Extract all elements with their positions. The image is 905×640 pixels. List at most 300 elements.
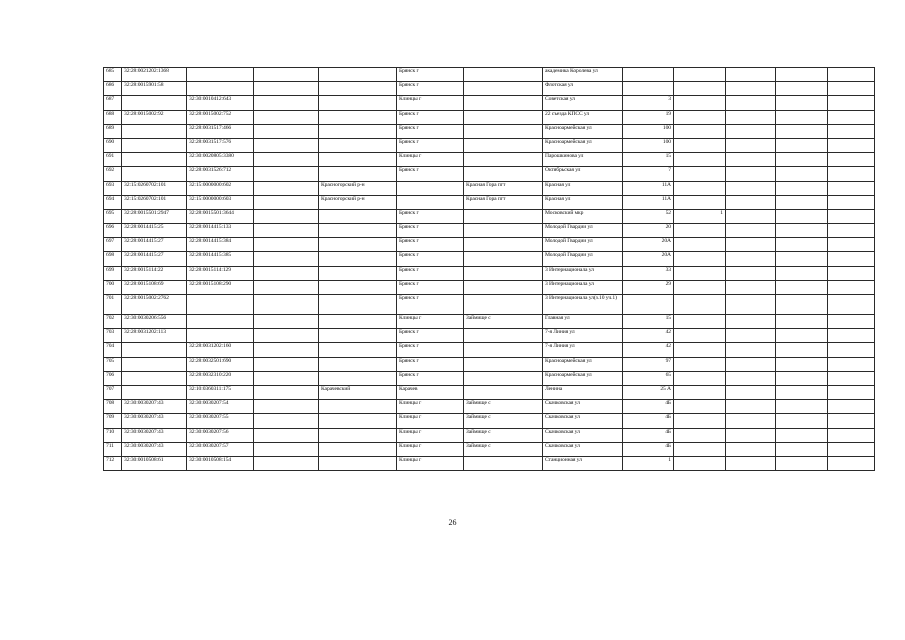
extra-cell-1 [674, 138, 726, 152]
building-cadastral-number-cell: 32:28:0032310:220 [187, 371, 254, 385]
building-cadastral-number-cell: 32:30:0030207:54 [187, 400, 254, 414]
table-row [104, 238, 875, 252]
region-cell [254, 209, 319, 223]
building-cadastral-number-cell: 32:28:0015108:290 [187, 280, 254, 294]
house-number-cell: 15 [623, 153, 674, 167]
table-row [104, 343, 875, 357]
extra-cell-2 [726, 138, 776, 152]
table-row [104, 442, 875, 456]
settlement-cell [464, 110, 543, 124]
page-number: 26 [448, 518, 457, 527]
building-cadastral-number-cell: 32:10:0360311:175 [187, 385, 254, 399]
cadastral-number-cell: 32:30:0010508:61 [122, 456, 187, 470]
table-row [104, 357, 875, 371]
cadastral-number-cell: 32:30:0030206:556 [122, 315, 187, 329]
house-number-cell: 20 [623, 224, 674, 238]
building-cadastral-number-cell: 32:30:0030207:55 [187, 414, 254, 428]
district-cell [319, 456, 397, 470]
extra-cell-1: 1 [674, 209, 726, 223]
region-cell [254, 414, 319, 428]
street-cell: Советская ул [543, 96, 623, 110]
extra-cell-4 [828, 96, 875, 110]
extra-cell-1 [674, 68, 726, 82]
extra-cell-2 [726, 195, 776, 209]
region-cell [254, 428, 319, 442]
street-cell: Красноармейская ул [543, 138, 623, 152]
row-number-cell: 700 [104, 280, 122, 294]
settlement-cell: Займище с [464, 315, 543, 329]
extra-cell-2 [726, 238, 776, 252]
street-cell: Скачковская ул [543, 428, 623, 442]
house-number-cell: 19 [623, 110, 674, 124]
region-cell [254, 371, 319, 385]
extra-cell-2 [726, 266, 776, 280]
row-number-cell: 695 [104, 209, 122, 223]
settlement-cell [464, 329, 543, 343]
row-number-cell: 698 [104, 252, 122, 266]
house-number-cell: 11А [623, 195, 674, 209]
table-row [104, 68, 875, 82]
region-cell [254, 385, 319, 399]
extra-cell-1 [674, 442, 726, 456]
row-number-cell: 706 [104, 371, 122, 385]
building-cadastral-number-cell [187, 329, 254, 343]
house-number-cell: 25 А [623, 385, 674, 399]
extra-cell-3 [776, 371, 828, 385]
house-number-cell: 65 [623, 371, 674, 385]
extra-cell-1 [674, 280, 726, 294]
settlement-cell [464, 124, 543, 138]
street-cell: Скачковская ул [543, 414, 623, 428]
house-number-cell: 4Б [623, 442, 674, 456]
row-number-cell: 688 [104, 110, 122, 124]
settlement-cell: Займище с [464, 414, 543, 428]
cadastral-number-cell: 32:28:0015108:69 [122, 280, 187, 294]
table-row [104, 153, 875, 167]
extra-cell-4 [828, 428, 875, 442]
street-cell: Главная ул [543, 315, 623, 329]
extra-cell-2 [726, 167, 776, 181]
settlement-cell: Займище с [464, 400, 543, 414]
building-cadastral-number-cell: 32:15:0000000:602 [187, 181, 254, 195]
region-cell [254, 357, 319, 371]
cadastral-number-cell: 32:15:0260702:101 [122, 181, 187, 195]
extra-cell-2 [726, 252, 776, 266]
region-cell [254, 153, 319, 167]
district-cell [319, 428, 397, 442]
city-cell: Брянск г [397, 138, 464, 152]
building-cadastral-number-cell: 32:28:0031526:712 [187, 167, 254, 181]
extra-cell-1 [674, 252, 726, 266]
extra-cell-3 [776, 266, 828, 280]
row-number-cell: 699 [104, 266, 122, 280]
house-number-cell: 33 [623, 266, 674, 280]
extra-cell-4 [828, 280, 875, 294]
district-cell: Карачевский [319, 385, 397, 399]
settlement-cell [464, 343, 543, 357]
region-cell [254, 456, 319, 470]
city-cell: Брянск г [397, 224, 464, 238]
row-number-cell: 689 [104, 124, 122, 138]
district-cell [319, 315, 397, 329]
district-cell [319, 238, 397, 252]
settlement-cell [464, 68, 543, 82]
row-number-cell: 703 [104, 329, 122, 343]
city-cell: Клинцы г [397, 428, 464, 442]
street-cell: Молодой Гвардии ул [543, 238, 623, 252]
extra-cell-4 [828, 153, 875, 167]
settlement-cell: Займище с [464, 428, 543, 442]
cadastral-number-cell [122, 357, 187, 371]
extra-cell-3 [776, 442, 828, 456]
extra-cell-2 [726, 295, 776, 315]
extra-cell-3 [776, 138, 828, 152]
district-cell [319, 252, 397, 266]
settlement-cell [464, 238, 543, 252]
street-cell: 7-я Линия ул [543, 329, 623, 343]
district-cell [319, 167, 397, 181]
city-cell [397, 195, 464, 209]
district-cell [319, 343, 397, 357]
row-number-cell: 685 [104, 68, 122, 82]
house-number-cell: 7 [623, 167, 674, 181]
street-cell: Красноармейская ул [543, 357, 623, 371]
table-row [104, 371, 875, 385]
building-cadastral-number-cell: 32:28:0015501:3644 [187, 209, 254, 223]
city-cell: Брянск г [397, 167, 464, 181]
extra-cell-4 [828, 224, 875, 238]
table-row [104, 456, 875, 470]
city-cell: Брянск г [397, 110, 464, 124]
city-cell: Брянск г [397, 343, 464, 357]
cadastral-number-cell: 32:28:0015501:2947 [122, 209, 187, 223]
extra-cell-2 [726, 110, 776, 124]
district-cell [319, 357, 397, 371]
street-cell: Станционная ул [543, 456, 623, 470]
settlement-cell [464, 295, 543, 315]
row-number-cell: 709 [104, 414, 122, 428]
extra-cell-4 [828, 124, 875, 138]
extra-cell-4 [828, 238, 875, 252]
row-number-cell: 691 [104, 153, 122, 167]
table-row [104, 96, 875, 110]
district-cell [319, 209, 397, 223]
extra-cell-3 [776, 181, 828, 195]
extra-cell-2 [726, 414, 776, 428]
extra-cell-3 [776, 414, 828, 428]
table-row [104, 252, 875, 266]
street-cell: Октябрьская ул [543, 167, 623, 181]
row-number-cell: 687 [104, 96, 122, 110]
extra-cell-3 [776, 224, 828, 238]
house-number-cell: 4Б [623, 414, 674, 428]
table-row [104, 167, 875, 181]
table-row [104, 195, 875, 209]
settlement-cell [464, 385, 543, 399]
region-cell [254, 238, 319, 252]
table-row [104, 181, 875, 195]
extra-cell-1 [674, 96, 726, 110]
house-number-cell: 11А [623, 181, 674, 195]
cadastral-number-cell [122, 153, 187, 167]
table-row [104, 315, 875, 329]
cadastral-number-cell [122, 343, 187, 357]
district-cell [319, 414, 397, 428]
row-number-cell: 696 [104, 224, 122, 238]
row-number-cell: 710 [104, 428, 122, 442]
street-cell: Московский мкр [543, 209, 623, 223]
region-cell [254, 110, 319, 124]
city-cell: Клинцы г [397, 456, 464, 470]
cadastral-number-cell: 32:30:0030207:43 [122, 400, 187, 414]
extra-cell-4 [828, 385, 875, 399]
cadastral-number-cell: 32:28:0014415:25 [122, 224, 187, 238]
row-number-cell: 712 [104, 456, 122, 470]
extra-cell-4 [828, 315, 875, 329]
extra-cell-3 [776, 456, 828, 470]
building-cadastral-number-cell: 32:30:0020805:3380 [187, 153, 254, 167]
settlement-cell: Красная Гора пгт [464, 195, 543, 209]
street-cell: 3 Интернационала ул [543, 266, 623, 280]
house-number-cell: 20А [623, 252, 674, 266]
cadastral-number-cell [122, 96, 187, 110]
cadastral-number-cell: 32:30:0030207:43 [122, 428, 187, 442]
cadastral-number-cell: 32:28:0015002:2762 [122, 295, 187, 315]
extra-cell-2 [726, 371, 776, 385]
region-cell [254, 224, 319, 238]
building-cadastral-number-cell: 32:30:0030207:56 [187, 428, 254, 442]
extra-cell-4 [828, 110, 875, 124]
house-number-cell: 42 [623, 343, 674, 357]
region-cell [254, 280, 319, 294]
city-cell: Брянск г [397, 295, 464, 315]
building-cadastral-number-cell [187, 68, 254, 82]
street-cell: 7-я Линия ул [543, 343, 623, 357]
settlement-cell [464, 167, 543, 181]
table-row [104, 224, 875, 238]
table-row [104, 428, 875, 442]
district-cell [319, 400, 397, 414]
building-cadastral-number-cell [187, 295, 254, 315]
city-cell: Брянск г [397, 82, 464, 96]
extra-cell-1 [674, 153, 726, 167]
region-cell [254, 138, 319, 152]
extra-cell-2 [726, 343, 776, 357]
settlement-cell [464, 82, 543, 96]
region-cell [254, 315, 319, 329]
house-number-cell: 42 [623, 329, 674, 343]
cadastral-number-cell: 32:28:0014415:27 [122, 252, 187, 266]
region-cell [254, 68, 319, 82]
row-number-cell: 705 [104, 357, 122, 371]
extra-cell-4 [828, 371, 875, 385]
house-number-cell [623, 68, 674, 82]
building-cadastral-number-cell: 32:28:0014415:133 [187, 224, 254, 238]
house-number-cell [623, 295, 674, 315]
district-cell [319, 96, 397, 110]
extra-cell-1 [674, 124, 726, 138]
table-row [104, 329, 875, 343]
cadastral-number-cell [122, 124, 187, 138]
building-cadastral-number-cell [187, 82, 254, 96]
street-cell: Красная ул [543, 181, 623, 195]
house-number-cell: 1 [623, 456, 674, 470]
settlement-cell [464, 224, 543, 238]
district-cell [319, 329, 397, 343]
building-cadastral-number-cell: 32:30:0010412:643 [187, 96, 254, 110]
extra-cell-2 [726, 357, 776, 371]
extra-cell-3 [776, 385, 828, 399]
house-number-cell: 4Б [623, 428, 674, 442]
building-cadastral-number-cell: 32:28:0031202:160 [187, 343, 254, 357]
settlement-cell [464, 96, 543, 110]
building-cadastral-number-cell: 32:28:0015002:752 [187, 110, 254, 124]
table-row [104, 385, 875, 399]
extra-cell-1 [674, 385, 726, 399]
region-cell [254, 252, 319, 266]
district-cell [319, 371, 397, 385]
extra-cell-2 [726, 428, 776, 442]
extra-cell-3 [776, 428, 828, 442]
street-cell: Красноармейская ул [543, 371, 623, 385]
settlement-cell [464, 153, 543, 167]
settlement-cell [464, 280, 543, 294]
extra-cell-2 [726, 442, 776, 456]
street-cell: Красная ул [543, 195, 623, 209]
building-cadastral-number-cell: 32:15:0000000:603 [187, 195, 254, 209]
region-cell [254, 266, 319, 280]
extra-cell-1 [674, 238, 726, 252]
city-cell: Клинцы г [397, 414, 464, 428]
settlement-cell: Красная Гора пгт [464, 181, 543, 195]
extra-cell-4 [828, 357, 875, 371]
extra-cell-4 [828, 209, 875, 223]
street-cell: академика Королева ул [543, 68, 623, 82]
extra-cell-1 [674, 315, 726, 329]
settlement-cell [464, 357, 543, 371]
street-cell: Флотская ул [543, 82, 623, 96]
table-row [104, 124, 875, 138]
cadastral-number-cell: 32:28:0015002:92 [122, 110, 187, 124]
extra-cell-2 [726, 280, 776, 294]
region-cell [254, 400, 319, 414]
table-row [104, 266, 875, 280]
extra-cell-2 [726, 96, 776, 110]
house-number-cell: 20А [623, 238, 674, 252]
district-cell [319, 138, 397, 152]
extra-cell-3 [776, 315, 828, 329]
row-number-cell: 690 [104, 138, 122, 152]
extra-cell-3 [776, 280, 828, 294]
row-number-cell: 702 [104, 315, 122, 329]
table-row [104, 209, 875, 223]
row-number-cell: 692 [104, 167, 122, 181]
table-row [104, 295, 875, 315]
row-number-cell: 693 [104, 181, 122, 195]
extra-cell-4 [828, 195, 875, 209]
city-cell: Брянск г [397, 209, 464, 223]
table-row [104, 138, 875, 152]
extra-cell-1 [674, 343, 726, 357]
building-cadastral-number-cell: 32:28:0015114:129 [187, 266, 254, 280]
extra-cell-3 [776, 329, 828, 343]
extra-cell-1 [674, 371, 726, 385]
extra-cell-2 [726, 329, 776, 343]
city-cell: Брянск г [397, 68, 464, 82]
extra-cell-2 [726, 68, 776, 82]
cadastral-number-cell [122, 167, 187, 181]
extra-cell-2 [726, 400, 776, 414]
row-number-cell: 704 [104, 343, 122, 357]
district-cell: Красногорский р-н [319, 181, 397, 195]
settlement-cell: Займище с [464, 442, 543, 456]
city-cell: Клинцы г [397, 153, 464, 167]
district-cell [319, 82, 397, 96]
extra-cell-3 [776, 357, 828, 371]
extra-cell-4 [828, 343, 875, 357]
extra-cell-4 [828, 167, 875, 181]
street-cell: Красноармейская ул [543, 124, 623, 138]
building-cadastral-number-cell: 32:28:0031517:576 [187, 138, 254, 152]
extra-cell-4 [828, 329, 875, 343]
building-cadastral-number-cell: 32:30:0010508:154 [187, 456, 254, 470]
city-cell: Карачев [397, 385, 464, 399]
extra-cell-3 [776, 343, 828, 357]
cadastral-number-cell [122, 138, 187, 152]
district-cell [319, 295, 397, 315]
property-register-table [103, 67, 875, 471]
cadastral-number-cell: 32:30:0030207:43 [122, 442, 187, 456]
house-number-cell: 3 [623, 96, 674, 110]
extra-cell-3 [776, 195, 828, 209]
extra-cell-2 [726, 456, 776, 470]
district-cell [319, 280, 397, 294]
extra-cell-4 [828, 442, 875, 456]
row-number-cell: 707 [104, 385, 122, 399]
extra-cell-3 [776, 82, 828, 96]
cadastral-number-cell [122, 371, 187, 385]
cadastral-number-cell: 32:15:0260702:101 [122, 195, 187, 209]
extra-cell-3 [776, 167, 828, 181]
extra-cell-1 [674, 414, 726, 428]
district-cell [319, 224, 397, 238]
district-cell [319, 110, 397, 124]
city-cell: Брянск г [397, 124, 464, 138]
district-cell [319, 266, 397, 280]
extra-cell-3 [776, 295, 828, 315]
extra-cell-3 [776, 110, 828, 124]
street-cell: Скачковская ул [543, 442, 623, 456]
street-cell: Молодой Гвардии ул [543, 224, 623, 238]
row-number-cell: 701 [104, 295, 122, 315]
extra-cell-4 [828, 181, 875, 195]
settlement-cell [464, 456, 543, 470]
extra-cell-4 [828, 456, 875, 470]
district-cell [319, 124, 397, 138]
cadastral-number-cell [122, 385, 187, 399]
extra-cell-3 [776, 96, 828, 110]
row-number-cell: 711 [104, 442, 122, 456]
cadastral-number-cell: 32:28:0031202:113 [122, 329, 187, 343]
extra-cell-1 [674, 224, 726, 238]
extra-cell-2 [726, 181, 776, 195]
extra-cell-3 [776, 238, 828, 252]
extra-cell-1 [674, 428, 726, 442]
street-cell: 22 съезда КПСС ул [543, 110, 623, 124]
extra-cell-1 [674, 295, 726, 315]
table-row [104, 82, 875, 96]
extra-cell-1 [674, 82, 726, 96]
